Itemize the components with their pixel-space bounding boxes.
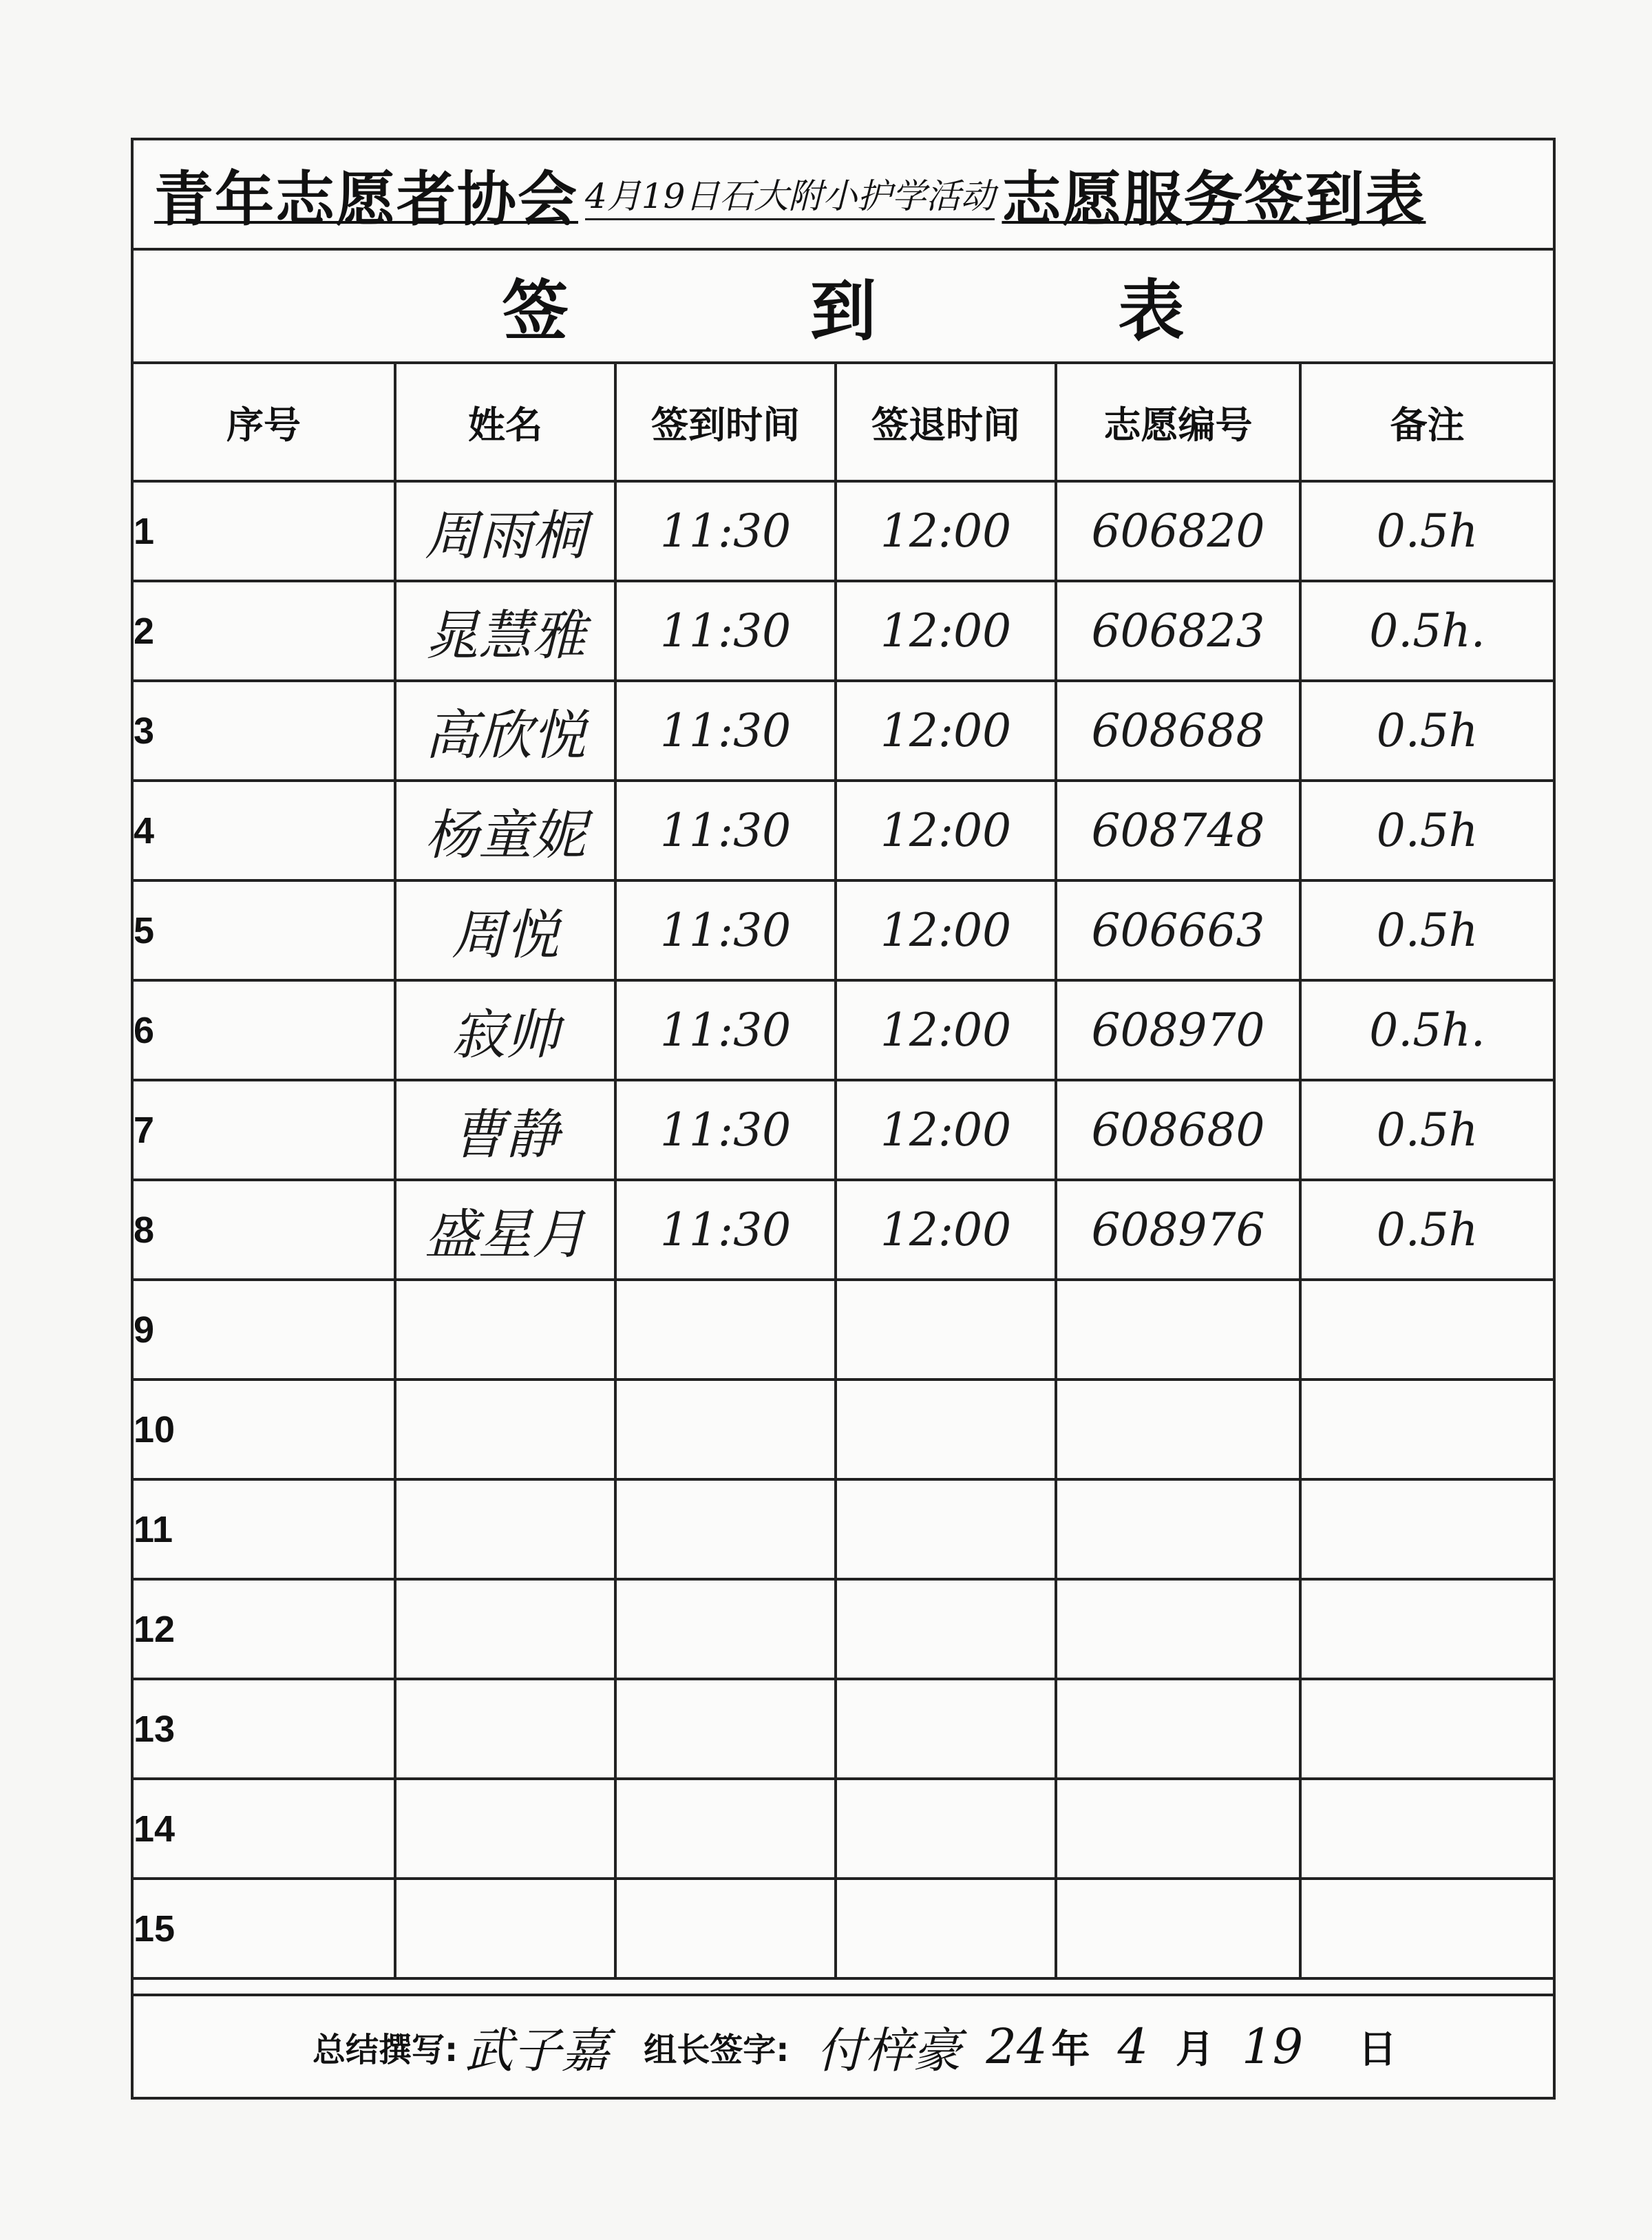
sign-in-time: 11:30 [615,980,836,1080]
sign-out-time: 12:00 [836,1180,1056,1280]
hours-note [1300,1779,1553,1879]
table-row [134,1479,1553,1579]
volunteer-id: 606663 [1056,880,1300,980]
header-name: 姓名 [395,364,615,481]
volunteer-id [1056,1280,1300,1380]
hours-note [1300,1280,1553,1380]
hours-note: 0.5h [1300,1080,1553,1180]
date-month-unit: 月 [1176,2027,1215,2072]
summary-writer-signature: 武子嘉 [465,2022,610,2079]
volunteer-name [395,1879,615,1978]
sign-out-time: 12:00 [836,880,1056,980]
volunteer-id [1056,1779,1300,1879]
volunteer-name: 杨童妮 [395,781,615,880]
table-row [134,481,1553,581]
volunteer-id: 608970 [1056,980,1300,1080]
date-day: 19 [1242,2018,1304,2075]
header-sign-out-time: 签退时间 [836,364,1056,481]
volunteer-name: 高欣悦 [395,681,615,781]
volunteer-id [1056,1679,1300,1779]
row-index: 7 [134,1080,395,1180]
row-index: 5 [134,880,395,980]
volunteer-name: 周悦 [395,880,615,980]
subtitle-char: 到 [809,273,876,350]
row-index: 13 [134,1679,395,1779]
sign-in-time [615,1479,836,1579]
sign-in-sheet [131,138,1556,2100]
row-index: 11 [134,1479,395,1579]
volunteer-id [1056,1879,1300,1978]
sign-out-time: 12:00 [836,980,1056,1080]
sign-in-time [615,1380,836,1479]
row-index: 15 [134,1879,395,1978]
form-title [134,140,1553,251]
row-index: 1 [134,481,395,581]
header-sign-in-time: 签到时间 [615,364,836,481]
sign-in-time: 11:30 [615,481,836,581]
volunteer-name: 寂帅 [395,980,615,1080]
table-row [134,781,1553,880]
volunteer-id [1056,1479,1300,1579]
sign-in-time: 11:30 [615,1080,836,1180]
table-row [134,1579,1553,1679]
date-month: 4 [1117,2018,1149,2075]
header-note: 备注 [1300,364,1553,481]
sign-out-time [836,1679,1056,1779]
sign-in-time [615,1879,836,1978]
sign-out-time [836,1280,1056,1380]
subtitle-char: 表 [1118,273,1185,350]
volunteer-name [395,1779,615,1879]
sign-in-time [615,1679,836,1779]
sign-in-time [615,1579,836,1679]
sign-out-time: 12:00 [836,681,1056,781]
hours-note: 0.5h [1300,681,1553,781]
attendance-table [134,364,1553,1980]
hours-note: 0.5h [1300,880,1553,980]
sign-out-time [836,1779,1056,1879]
hours-note: 0.5h. [1300,980,1553,1080]
volunteer-name: 曹静 [395,1080,615,1180]
volunteer-id: 608976 [1056,1180,1300,1280]
table-row [134,1879,1553,1978]
volunteer-id: 606823 [1056,581,1300,681]
title-suffix: 志愿服务签到表 [1002,165,1426,234]
table-row [134,1779,1553,1879]
title-event-handwritten: 4月19日石大附小护学活动 [585,169,995,220]
table-row [134,681,1553,781]
header-index: 序号 [134,364,395,481]
volunteer-name [395,1579,615,1679]
volunteer-name [395,1280,615,1380]
subtitle [134,251,1553,364]
volunteer-id [1056,1579,1300,1679]
hours-note: 0.5h. [1300,581,1553,681]
sign-out-time: 12:00 [836,481,1056,581]
summary-writer-label: 总结撰写: [313,2030,458,2069]
volunteer-name: 周雨桐 [395,481,615,581]
volunteer-id: 606820 [1056,481,1300,581]
row-index: 14 [134,1779,395,1879]
row-index: 10 [134,1380,395,1479]
row-index: 12 [134,1579,395,1679]
table-row [134,1180,1553,1280]
sign-out-time [836,1380,1056,1479]
header-volunteer-id: 志愿编号 [1056,364,1300,481]
hours-note [1300,1380,1553,1479]
sign-out-time: 12:00 [836,781,1056,880]
volunteer-id: 608680 [1056,1080,1300,1180]
date-year: 24 [986,2018,1048,2075]
row-index: 9 [134,1280,395,1380]
date-year-unit: 年 [1051,2027,1090,2072]
sign-in-time: 11:30 [615,781,836,880]
row-index: 3 [134,681,395,781]
hours-note: 0.5h [1300,1180,1553,1280]
sign-out-time [836,1579,1056,1679]
row-index: 2 [134,581,395,681]
table-row [134,1280,1553,1380]
sign-in-time: 11:30 [615,1180,836,1280]
table-row [134,1080,1553,1180]
volunteer-name [395,1679,615,1779]
leader-signature-label: 组长签字: [644,2030,790,2069]
volunteer-name [395,1479,615,1579]
table-row [134,1679,1553,1779]
table-header-row [134,364,1553,481]
sign-in-time [615,1779,836,1879]
sign-out-time [836,1479,1056,1579]
form-footer [134,1994,1553,2097]
volunteer-name: 晁慧雅 [395,581,615,681]
hours-note [1300,1479,1553,1579]
table-row [134,1380,1553,1479]
sign-in-time: 11:30 [615,880,836,980]
hours-note [1300,1579,1553,1679]
row-index: 4 [134,781,395,880]
hours-note [1300,1679,1553,1779]
subtitle-char: 签 [502,273,569,350]
volunteer-name [395,1380,615,1479]
date-day-unit: 日 [1358,2027,1397,2072]
sign-in-time [615,1280,836,1380]
hours-note: 0.5h [1300,481,1553,581]
hours-note [1300,1879,1553,1978]
leader-signature: 付梓豪 [816,2022,962,2079]
title-org: 青年志愿者协会 [154,165,578,234]
table-row [134,980,1553,1080]
hours-note: 0.5h [1300,781,1553,880]
volunteer-name: 盛星月 [395,1180,615,1280]
volunteer-id [1056,1380,1300,1479]
sign-in-time: 11:30 [615,681,836,781]
sign-out-time: 12:00 [836,1080,1056,1180]
row-index: 8 [134,1180,395,1280]
sign-in-time: 11:30 [615,581,836,681]
sign-out-time: 12:00 [836,581,1056,681]
table-row [134,581,1553,681]
volunteer-id: 608688 [1056,681,1300,781]
row-index: 6 [134,980,395,1080]
table-row [134,880,1553,980]
sign-out-time [836,1879,1056,1978]
volunteer-id: 608748 [1056,781,1300,880]
